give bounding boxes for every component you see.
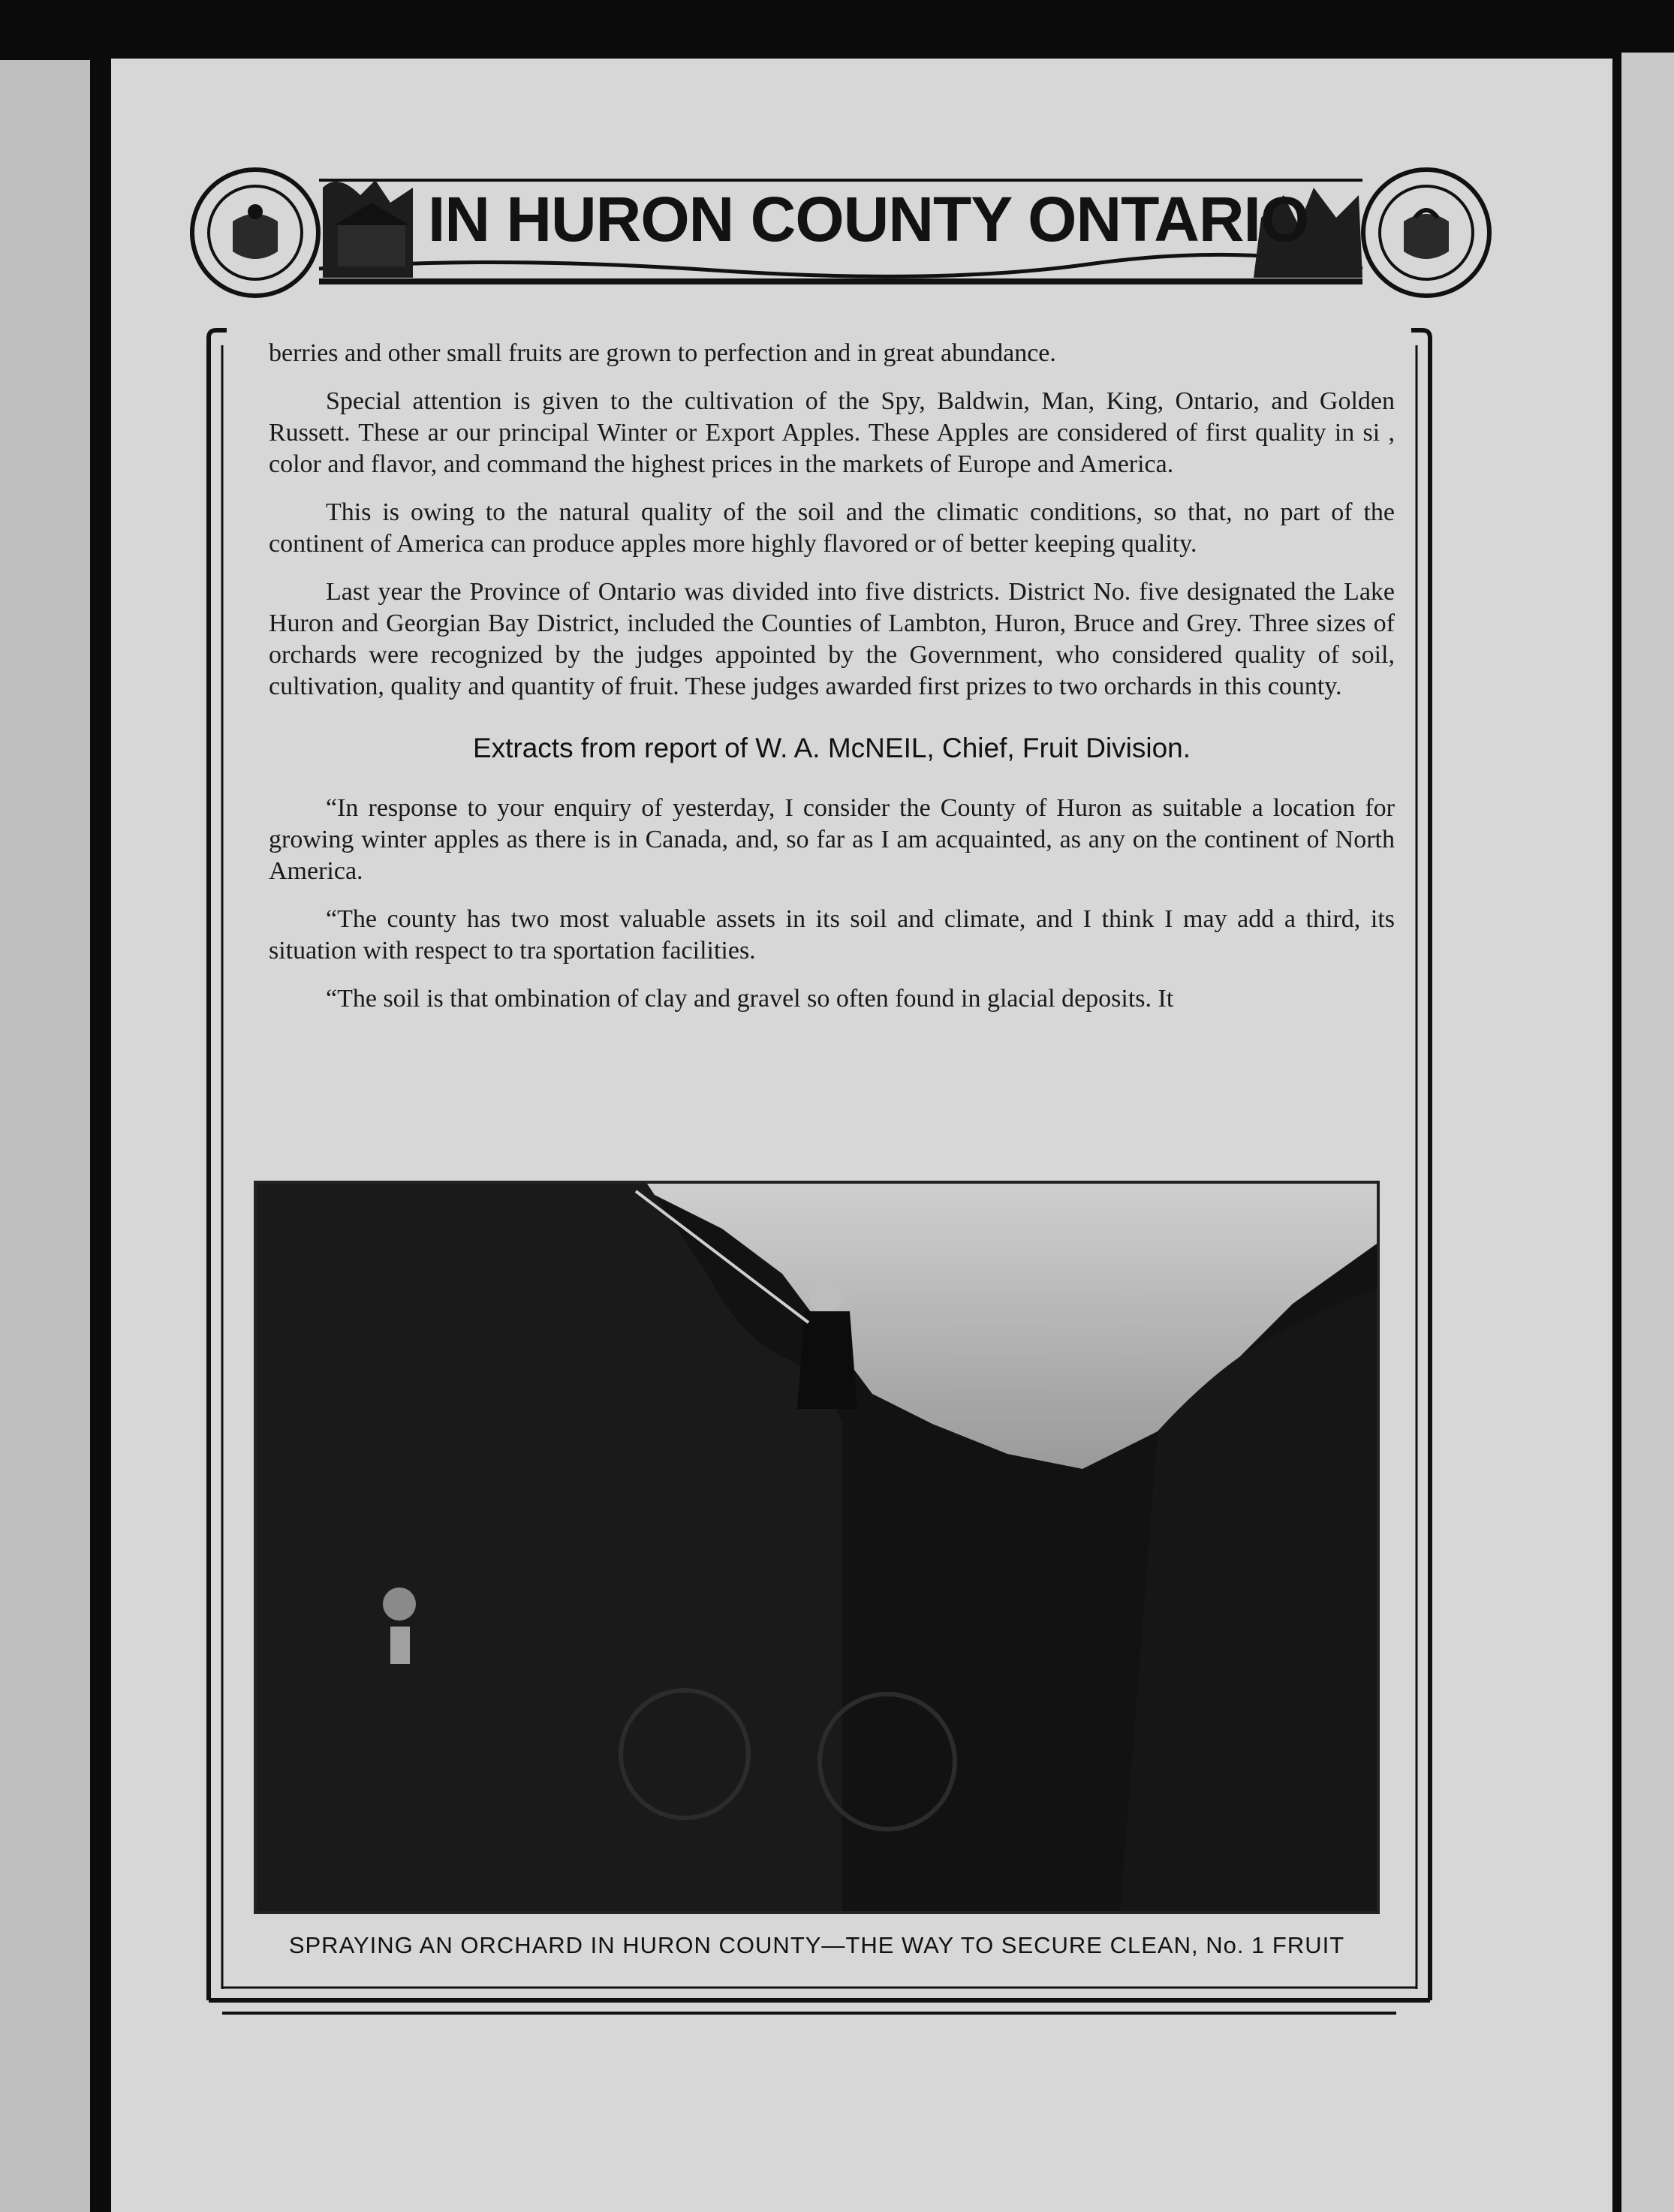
- quote-paragraph: “The soil is that ombination of clay and gravel so often found in glacial deposits. It: [326, 985, 1174, 1013]
- orchard-scene-image: [257, 1184, 1377, 1911]
- paragraph: Last year the Province of Ontario was divided into five districts. District No. five designated the Lake Huron and Georgian Bay District, included the Counties of Lambton, Huron, Bruce and Grey. Three sizes of orchards were recognized by the judges appointed by the Government, who considered quality of soil, cultivation, quality and quantity of fruit. These judges awarded first prizes to two orchards in this county.: [269, 578, 1395, 700]
- paragraph: berries and other small fruits are grown to perfection and in great abundance.: [269, 339, 1056, 367]
- quote-paragraph: “The county has two most valuable assets in its soil and climate, and I think I may add a third, its situation with respect to tra sportation facilities.: [269, 905, 1395, 965]
- banner-title: IN HURON COUNTY ONTARIO: [428, 184, 1309, 254]
- seal-left-icon: [192, 170, 318, 296]
- orchard-photo: [254, 1181, 1380, 1914]
- quote-paragraph: “In response to your enquiry of yesterday, I consider the County of Huron as suitable a location for growing winter apples as there is in Canada, and, so far as I am acquainted, as any on the continent of North America.: [269, 794, 1395, 885]
- page-edge-right: [1621, 53, 1674, 2212]
- banner-header: [188, 165, 1494, 300]
- facing-page-edge: [0, 60, 90, 2212]
- paragraph: This is owing to the natural quality of the soil and the climatic conditions, so that, no part of the continent of America can produce apples more highly flavored or of better keeping quality.: [269, 498, 1395, 558]
- paragraph: Special attention is given to the cultivation of the Spy, Baldwin, Man, King, Ontario, and Golden Russett. These ar our principal Winter or Export Apples. These Apples are considered of first quality in si , color and flavor, and command the highest prices in the markets of Europe and America.: [269, 387, 1395, 478]
- photo-caption: SPRAYING AN ORCHARD IN HURON COUNTY—THE WAY TO SECURE CLEAN, No. 1 FRUIT: [288, 1932, 1345, 1958]
- article-body: [269, 338, 1395, 1031]
- section-subhead: Extracts from report of W. A. McNEIL, Chief, Fruit Division.: [472, 733, 1191, 763]
